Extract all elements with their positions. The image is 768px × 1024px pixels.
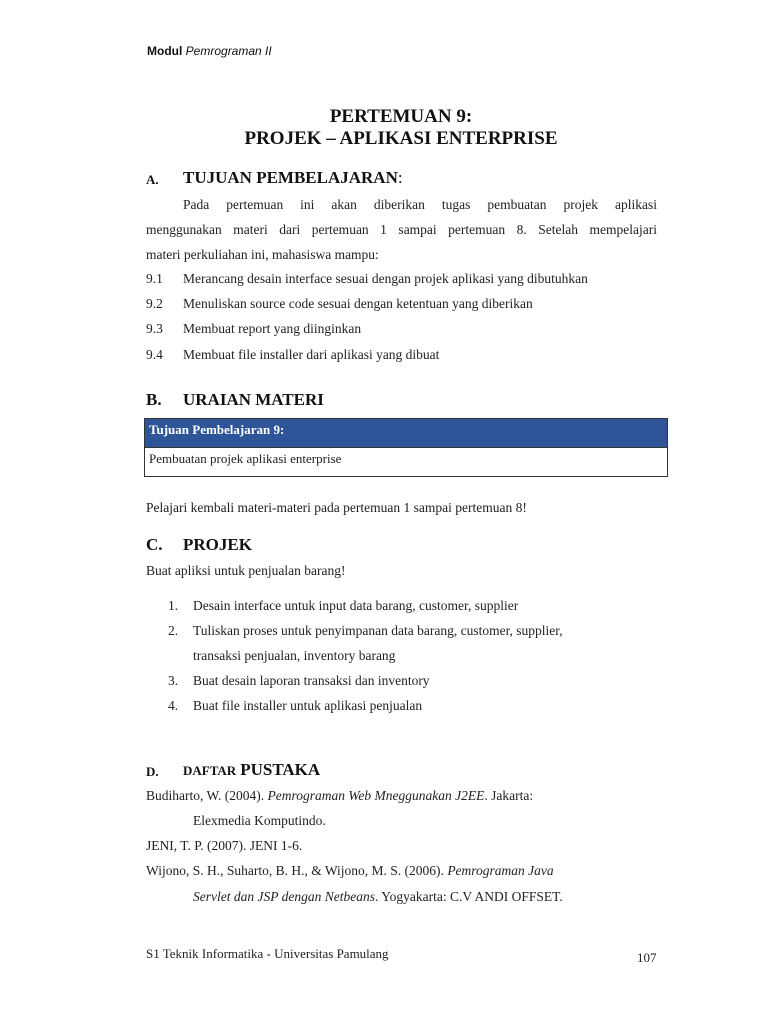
reference-author: Budiharto, W. (2004). bbox=[146, 788, 268, 803]
objective-num: 9.1 bbox=[146, 271, 163, 286]
section-c-intro: Buat apliksi untuk penjualan barang! bbox=[146, 563, 346, 578]
section-a-para-line2: menggunakan materi dari pertemuan 1 sampai pertemuan 8. Setelah mempelajari bbox=[146, 222, 657, 237]
reference-author: Wijono, S. H., Suharto, B. H., & Wijono, M. S. (2006). bbox=[146, 863, 448, 878]
section-d-title-small: DAFTAR bbox=[183, 763, 237, 778]
task-text: Tuliskan proses untuk penyimpanan data barang, customer, supplier, bbox=[193, 623, 563, 638]
task-num: 3. bbox=[168, 673, 179, 688]
objective-table bbox=[144, 418, 668, 477]
header-course: Pemrograman II bbox=[185, 44, 272, 58]
running-header bbox=[147, 44, 272, 58]
section-c-title: PROJEK bbox=[183, 535, 252, 554]
header-module: Modul bbox=[147, 44, 183, 58]
objective-text: Membuat file installer dari aplikasi yang dibuat bbox=[183, 347, 440, 362]
page-title-line2: PROJEK – APLIKASI ENTERPRISE bbox=[244, 128, 558, 149]
objective-table-header: Tujuan Pembelajaran 9: bbox=[145, 419, 667, 448]
task-text: Buat desain laporan transaksi dan inventory bbox=[193, 673, 430, 688]
task-num: 1. bbox=[168, 598, 179, 613]
section-b-title: URAIAN MATERI bbox=[183, 390, 324, 409]
section-d-title bbox=[183, 760, 320, 780]
objective-text: Merancang desain interface sesuai dengan projek aplikasi yang dibutuhkan bbox=[183, 271, 588, 286]
reference-continuation: Elexmedia Komputindo. bbox=[193, 813, 326, 828]
section-a-letter: A. bbox=[146, 172, 159, 187]
objective-num: 9.4 bbox=[146, 347, 163, 362]
reference-title-cont: Servlet dan JSP dengan Netbeans bbox=[193, 889, 375, 904]
reference-item bbox=[146, 863, 554, 879]
reference-publisher: . Yogyakarta: C.V ANDI OFFSET. bbox=[374, 889, 563, 904]
task-num: 2. bbox=[168, 623, 179, 638]
task-text: Desain interface untuk input data barang, customer, supplier bbox=[193, 598, 519, 613]
reference-title: Pemrograman Web Mneggunakan J2EE bbox=[267, 788, 485, 803]
objective-table-cell: Pembuatan projek aplikasi enterprise bbox=[149, 451, 342, 466]
objective-num: 9.3 bbox=[146, 321, 163, 336]
section-c-letter: C. bbox=[146, 535, 163, 554]
objective-text: Menuliskan source code sesuai dengan ketentuan yang diberikan bbox=[183, 296, 533, 311]
page-number: 107 bbox=[637, 950, 657, 965]
objective-text: Membuat report yang diinginkan bbox=[183, 321, 362, 336]
reference-item bbox=[146, 788, 533, 804]
reference-title: Pemrograman Java bbox=[447, 863, 554, 878]
footer-institution: S1 Teknik Informatika - Universitas Pamulang bbox=[146, 946, 389, 961]
task-text-cont: transaksi penjualan, inventory barang bbox=[193, 648, 396, 663]
task-text: Buat file installer untuk aplikasi penjualan bbox=[193, 698, 423, 713]
reference-publisher: . Jakarta: bbox=[484, 788, 534, 803]
section-b-letter: B. bbox=[146, 390, 162, 409]
section-a-para-line3: materi perkuliahan ini, mahasiswa mampu: bbox=[146, 247, 379, 262]
section-a-para-line1: Pada pertemuan ini akan diberikan tugas pembuatan projek aplikasi bbox=[183, 197, 657, 212]
section-b-note: Pelajari kembali materi-materi pada pertemuan 1 sampai pertemuan 8! bbox=[146, 500, 527, 515]
task-num: 4. bbox=[168, 698, 179, 713]
section-d-letter: D. bbox=[146, 764, 159, 779]
reference-continuation bbox=[193, 889, 563, 905]
section-a-title-text: TUJUAN PEMBELAJARAN bbox=[183, 168, 398, 187]
page-title-line1: PERTEMUAN 9: bbox=[329, 106, 473, 127]
section-a-title bbox=[183, 168, 403, 188]
reference-item: JENI, T. P. (2007). JENI 1-6. bbox=[146, 838, 303, 853]
section-d-title-big: PUSTAKA bbox=[240, 760, 321, 779]
section-a-title-colon: : bbox=[397, 168, 403, 187]
objective-num: 9.2 bbox=[146, 296, 163, 311]
